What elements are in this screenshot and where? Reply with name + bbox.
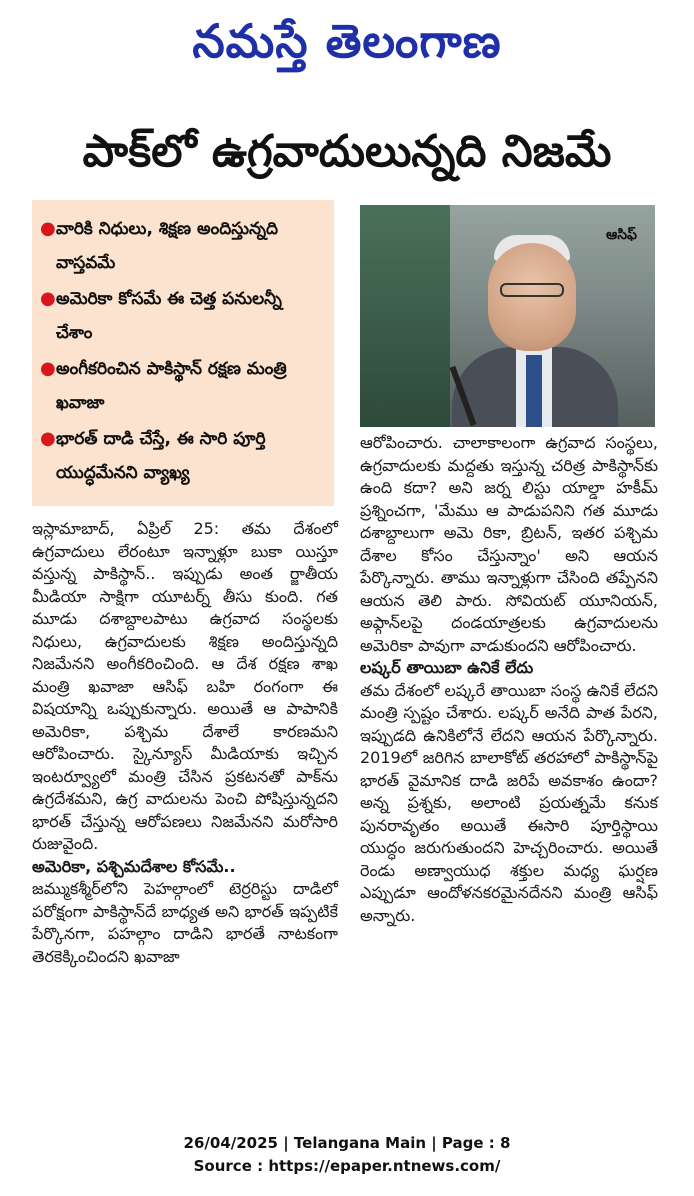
subheading: అమెరికా, పశ్చిమదేశాల కోసమే.. [32,856,236,876]
highlight-item [40,282,324,350]
article-paragraph: జమ్ముకశ్మీర్‌లోని పెహల్గాంలో టెర్రరిస్టు దాడిలో పరోక్షంగా పాకిస్థాన్‌దే బాధ్యత అని భారత్ ఇప్పటికే పేర్కొనగా, పహల్గాం దాడిని భారతే నాటకంగా తెరకెక్కించిందని ఖవాజా [32,879,338,966]
bullet-icon: ● [40,428,56,449]
page-footer [0,1132,694,1178]
tie [526,355,542,427]
masthead-logo: నమస్తే తెలంగాణ [192,14,502,68]
glasses [500,283,564,297]
bullet-icon: ● [40,218,56,239]
highlight-text: వారికి నిధులు, శిక్షణ అందిస్తున్నది వాస్తవమే [56,219,279,273]
highlight-item [40,212,324,280]
highlights-box [32,200,334,506]
headline: పాక్‌లో ఉగ్రవాదులున్నది నిజమే [82,126,612,177]
right-column [360,432,658,1122]
left-column [32,518,338,1118]
highlight-item [40,422,324,490]
flag-background [360,205,450,427]
article-paragraph: తమ దేశంలో లష్కరే తాయిబా సంస్థ ఉనికే లేదని మంత్రి స్పష్టం చేశారు. లష్కర్ అనేది పాత పేరని, ఇప్పుడది ఉనికిలోనే లేదని ఆయన పేర్కొన్నారు. 2019లో జరిగిన బాలాకోట్ తరహాలో పాకిస్థాన్‌పై భారత్ వైమానిక దాడి జరిపే అవకాశం ఉందా? అన్న ప్రశ్నకు, అలాంటి ప్రయత్నమే కనుక పునరావృతం అయితే ఈసారి పూర్తిస్థాయి యుద్ధం జరుగుతుందని హెచ్చరించారు. అయితే రెండు అణ్వాయుధ శక్తుల మధ్య ఘర్షణ ఎప్పుడూ ఆందోళనకరమైనదేనని మంత్రి ఆసిఫ్ అన్నారు. [360,680,658,925]
photo-caption: ఆసిఫ్ [606,227,637,243]
highlight-item [40,352,324,420]
highlight-text: అమెరికా కోసమే ఈ చెత్త పనులన్నీ చేశాం [56,289,282,343]
bullet-icon: ● [40,288,56,309]
edition-info: 26/04/2025 | Telangana Main | Page : 8 [183,1134,511,1152]
article-paragraph: ఇస్లామాబాద్, ఏప్రిల్ 25: తమ దేశంలో ఉగ్రవాదులు లేరంటూ ఇన్నాళ్లూ బుకా యిస్తూ వస్తున్న పాకిస్థాన్.. ఇప్పుడు అంత ర్జాతీయ మీడియా సాక్షిగా యూటర్న్ తీసు కుంది. గత మూడు దశాబ్దాలపాటు ఉగ్రవాద సంస్థలకు నిధులు, ఉగ్రవాదులకు శిక్షణ అందిస్తున్నది నిజమేనని అంగీకరించింది. ఆ దేశ రక్షణ శాఖ మంత్రి ఖవాజా ఆసిఫ్ బహి రంగంగా ఈ విషయాన్ని ఒప్పుకున్నారు. అయితే ఆ పాపానికి అమెరికా, పశ్చిమ దేశాలే కారణమని ఆరోపించారు. స్కైన్యూస్ మీడియాకు ఇచ్చిన ఇంటర్వ్యూలో మంత్రి చేసిన ప్రకటనతో పాక్‌ను ఉగ్రదేశమని, ఉగ్ర వాదులను పెంచి పోషిస్తున్నదని భారత్ చేస్తున్న ఆరోపణలు నిజమేనని మరోసారి రుజువైంది. [32,519,338,853]
bullet-icon: ● [40,358,56,379]
highlight-text: అంగీకరించిన పాకిస్థాన్ రక్షణ మంత్రి ఖవాజా [56,359,287,413]
face [488,243,576,351]
highlight-text: భారత్ దాడి చేస్తే, ఈ సారి పూర్తి యుద్ధమేనని వ్యాఖ్య [56,429,266,483]
minister-photo [360,205,655,427]
article-paragraph: ఆరోపించారు. చాలాకాలంగా ఉగ్రవాద సంస్థలు, ఉగ్రవాదులకు మద్దతు ఇస్తున్న చరిత్ర పాకిస్థాన్‌కు ఉంది కదా? అని జర్న లిస్టు యాల్డా హకీమ్ ప్రశ్నించగా, 'మేము ఆ పాడుపనిని గత మూడు దశాబ్దాలుగా అమె రికా, బ్రిటన్, ఇతర పశ్చిమ దేశాల కోసం చేస్తున్నాం' అని ఆయన పేర్కొన్నారు. తాము ఇన్నాళ్లుగా చేసింది తప్పేనని ఆయన తెలి పారు. సోవియట్ యూనియన్, అఫ్గాన్‌లపై దండయాత్రలకు ఉగ్రవాదులను అమెరికా పావుగా వాడుకుందని ఆరోపించారు. [360,433,658,655]
source-link[interactable]: Source : https://epaper.ntnews.com/ [193,1157,501,1175]
subheading: లష్కర్ తాయిబా ఉనికే లేదు [360,658,534,677]
